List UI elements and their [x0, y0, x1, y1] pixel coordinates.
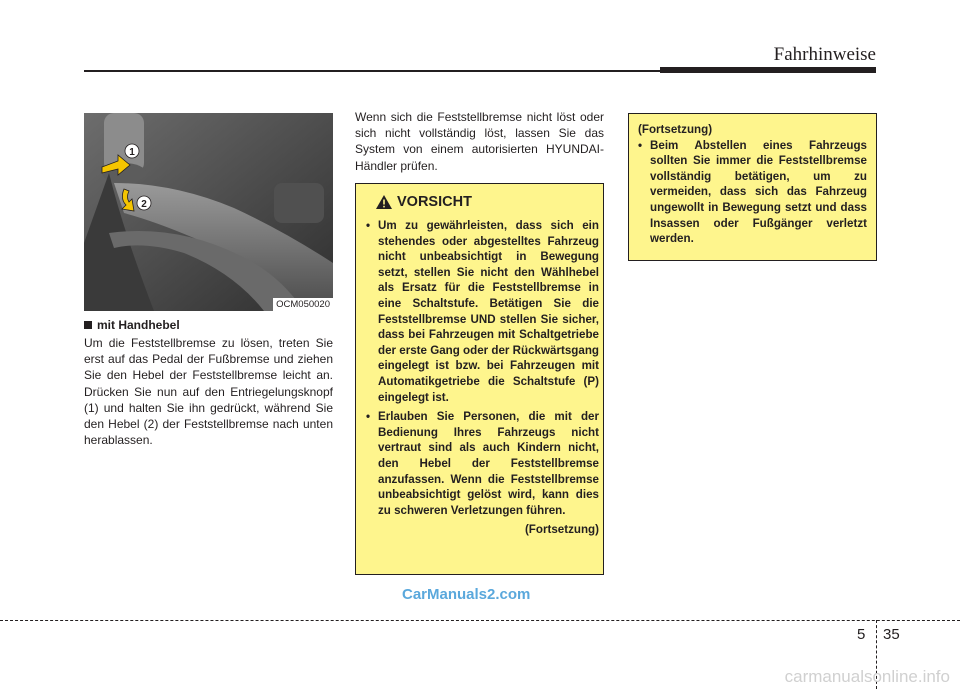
- header-rule: [84, 70, 660, 72]
- continuation-label: (Fortsetzung): [638, 123, 713, 136]
- footer-divider: [0, 620, 960, 621]
- watermark-link[interactable]: CarManuals2.com: [402, 586, 531, 603]
- square-bullet-icon: [84, 321, 92, 329]
- continuation-box: [628, 113, 877, 261]
- figure-code: OCM050020: [273, 298, 333, 311]
- continuation-item: • Beim Abstellen eines Fahrzeugs sollten Sie immer die Feststellbremse vollständig betätigen, um zu vermeiden, dass sich das Fahrzeug ungewollt in Bewegung setzt und dass Insassen oder Fußgänger verletzt werden.: [638, 138, 867, 247]
- caution-continued: (Fortsetzung): [524, 523, 599, 537]
- caution-heading: [376, 194, 472, 210]
- header-rule-thick: [660, 67, 876, 73]
- handbrake-photo: [84, 113, 333, 311]
- section-title: Fahrhinweise: [773, 44, 876, 65]
- handbrake-illustration: [84, 113, 333, 311]
- page-number: 35: [883, 626, 900, 643]
- callout-1-label: 1: [129, 147, 135, 158]
- caution-list: [366, 218, 599, 538]
- figure-caption: [84, 318, 180, 332]
- caution-title: VORSICHT: [397, 194, 472, 210]
- chapter-number: 5: [857, 626, 866, 643]
- caution-item: • Erlauben Sie Personen, die mit der Bedienung Ihres Fahrzeugs nicht vertraut sind als auch Kindern nicht, den Hebel der Feststellbremse anzufassen. Wenn die Feststellbremse unbeabsichtigt gelöst wird, kann dies zu schweren Verletzungen führen.: [366, 409, 599, 518]
- caption-text: mit Handhebel: [97, 318, 180, 332]
- body-paragraph: Um die Feststellbremse zu lösen, treten Sie erst auf das Pedal der Fußbremse und ziehen Sie den Hebel der Feststellbremse leicht an. Drücken Sie nun auf den Entriegelungsknopf (1) und halten Sie ihn gedrückt, während Sie den Hebel (2) der Feststellbremse nach unten herablassen.: [84, 336, 333, 448]
- warning-triangle-icon: [376, 195, 392, 209]
- footer-watermark-link[interactable]: carmanualsonline.info: [784, 667, 950, 686]
- col2-paragraph: Wenn sich die Feststellbremse nicht löst oder sich nicht vollständig löst, lassen Sie das System von einem autorisierten HYUNDAI-Händler prüfen.: [355, 110, 604, 173]
- callout-2-label: 2: [141, 199, 147, 210]
- caution-item: • Um zu gewährleisten, dass sich ein stehendes oder abgestelltes Fahrzeug nicht unbeabsichtigt in Bewegung setzt, stellen Sie nicht den Wählhebel als Ersatz für die Feststellbremse in eine Schaltstufe. Betätigen Sie die Feststellbremse UND stellen Sie sicher, dass bei Fahrzeugen mit Schaltgetriebe der erste Gang oder der Rückwärtsgang eingelegt ist bzw. bei Fahrzeugen mit Automatikgetriebe die Schaltstufe (P) eingelegt ist.: [366, 218, 599, 405]
- caution-box: [355, 183, 604, 575]
